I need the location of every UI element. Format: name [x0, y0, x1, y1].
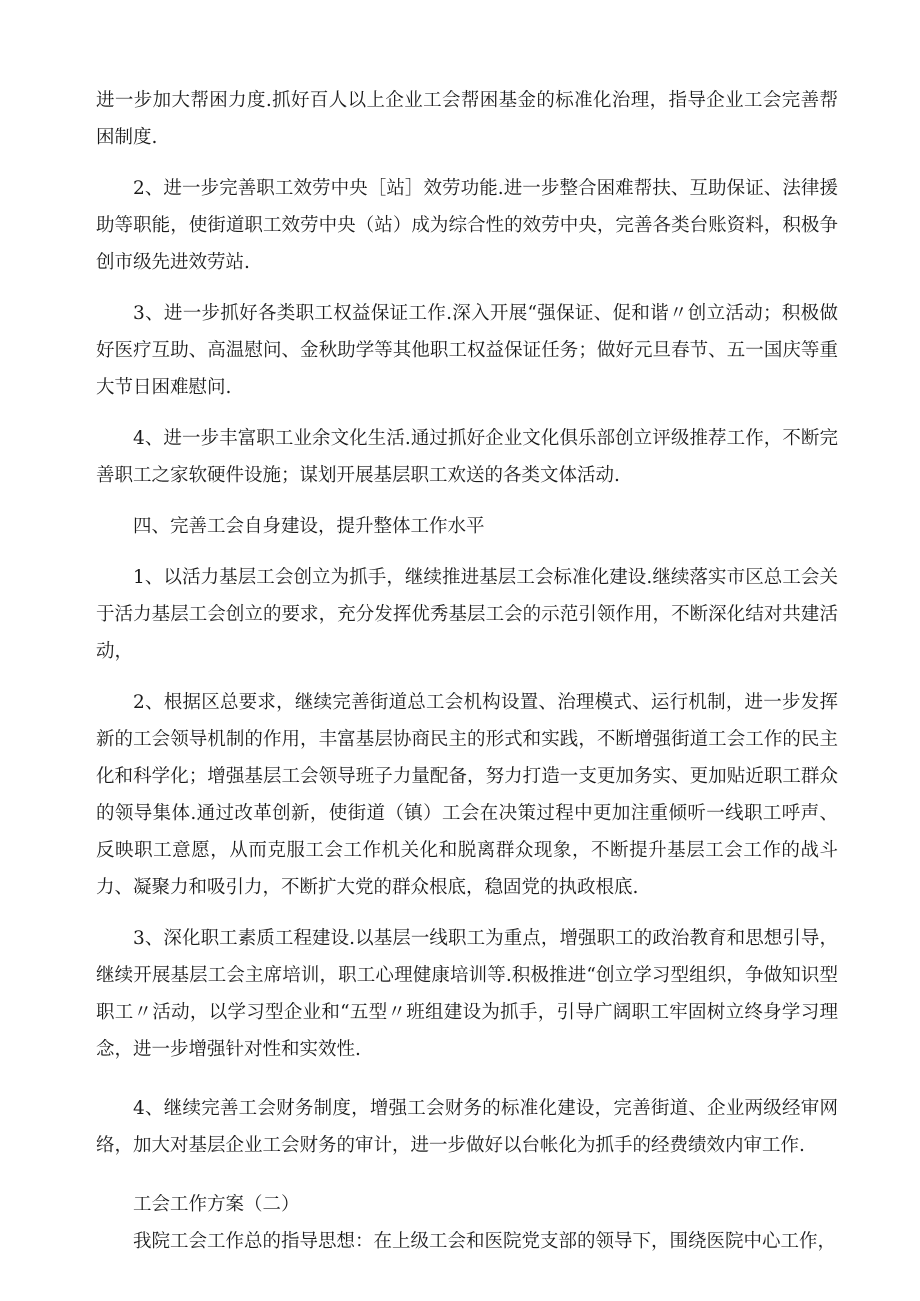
paragraph-finance-system: 4、继续完善工会财务制度，增强工会财务的标准化建设，完善街道、企业两级经审网络，加大对基层企业工会财务的审计，进一步做好以台帐化为抓手的经费绩效内审工作. [96, 1098, 838, 1156]
paragraph-grassroots-union: 1、以活力基层工会创立为抓手，继续推进基层工会标准化建设.继续落实市区总工会关于活力基层工会创立的要求，充分发挥优秀基层工会的示范引领作用，不断深化结对共建活动， [96, 567, 838, 662]
paragraph-rights-protection: 3、进一步抓好各类职工权益保证工作.深入开展“强保证、促和谐〃创立活动；积极做好医疗互助、高温慰问、金秋助学等其他职工权益保证任务；做好元旦春节、五一国庆等重大节日困难慰问. [96, 303, 838, 398]
paragraph-service-center: 2、进一步完善职工效劳中央［站］效劳功能.进一步整合困难帮扶、互助保证、法律援助等职能，使街道职工效劳中央（站）成为综合性的效劳中央，完善各类台账资料，积极争创市级先进效劳站. [96, 178, 838, 273]
paragraph-hardship-aid: 进一步加大帮困力度.抓好百人以上企业工会帮困基金的标准化治理，指导企业工会完善帮困制度. [96, 90, 838, 148]
paragraph-guiding-thought: 我院工会工作总的指导思想：在上级工会和医院党支部的领导下，围绕医院中心工作， [133, 1231, 837, 1252]
section-heading-self-building: 四、完善工会自身建设，提升整体工作水平 [133, 516, 485, 537]
paragraph-organization-reform: 2、根据区总要求，继续完善街道总工会机构设置、治理模式、运行机制，进一步发挥新的工会领导机制的作用，丰富基层协商民主的形式和实践，不断增强街道工会工作的民主化和科学化；增强基层工会领导班子力量配备，努力打造一支更加务实、更加贴近职工群众的领导集体.通过改革创新，使街道（镇）工会在决策过程中更加注重倾听一线职工呼声、反映职工意愿，从而克服工会工作机关化和脱离群众现象，不断提升基层工会工作的战斗力、凝聚力和吸引力，不断扩大党的群众根底，稳固党的执政根底. [96, 692, 838, 898]
paragraph-cultural-life: 4、进一步丰富职工业余文化生活.通过抓好企业文化俱乐部创立评级推荐工作，不断完善职工之家软硬件设施；谋划开展基层职工欢送的各类文体活动. [96, 428, 838, 486]
document-page [96, 82, 838, 1260]
section-heading-plan-two: 工会工作方案（二） [133, 1194, 300, 1215]
paragraph-quality-project: 3、深化职工素质工程建设.以基层一线职工为重点，增强职工的政治教育和思想引导，继续开展基层工会主席培训，职工心理健康培训等.积极推进“创立学习型组织，争做知识型职工〃活动，以学习型企业和“五型〃班组建设为抓手，引导广阔职工牢固树立终身学习理念，进一步增强针对性和实效性. [96, 928, 838, 1060]
